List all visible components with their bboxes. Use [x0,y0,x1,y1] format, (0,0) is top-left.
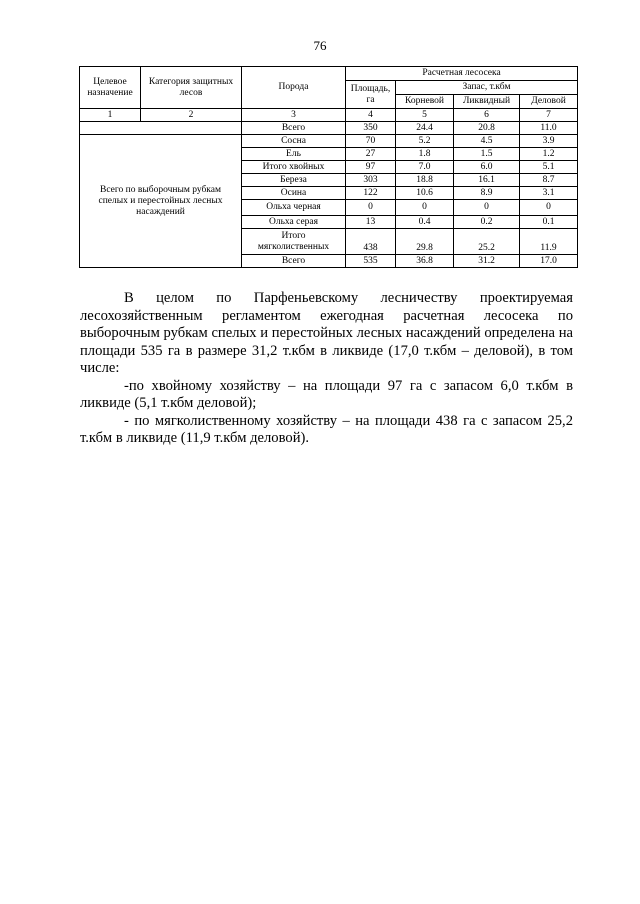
col-number: 1 [80,109,141,122]
header-purpose: Целевое назначение [80,67,141,109]
business-cell: 17.0 [520,255,578,268]
business-cell: 3.9 [520,135,578,148]
area-cell: 350 [346,122,396,135]
root-cell: 1.8 [396,148,454,161]
root-cell: 10.6 [396,187,454,200]
area-cell: 303 [346,174,396,187]
area-cell: 97 [346,161,396,174]
header-root: Корневой [396,95,454,109]
root-cell: 7.0 [396,161,454,174]
root-cell: 24.4 [396,122,454,135]
table-row-total-top [80,122,578,135]
paragraph-softwood: - по мягколиственному хозяйству – на площади 438 га с запасом 25,2 т.кбм в ликвиде (11,9 т.кбм деловой). [80,412,573,446]
species-cell [242,229,346,255]
header-species: Порода [242,67,346,109]
root-cell: 0.4 [396,216,454,229]
root-cell: 5.2 [396,135,454,148]
col-number: 3 [242,109,346,122]
header-business: Деловой [520,95,578,109]
species-cell: Всего [242,122,346,135]
liquid-cell: 0.2 [454,216,520,229]
liquid-cell: 0 [454,200,520,216]
species-cell: Ольха серая [242,216,346,229]
root-cell: 0 [396,200,454,216]
paragraph-coniferous: -по хвойному хозяйству – на площади 97 га с запасом 6,0 т.кбм в ликвиде (5,1 т.кбм деловой); [80,377,573,411]
liquid-cell: 31.2 [454,255,520,268]
species-cell: Береза [242,174,346,187]
business-cell: 11.0 [520,122,578,135]
col-number: 7 [520,109,578,122]
species-cell: Сосна [242,135,346,148]
header-liquid: Ликвидный [454,95,520,109]
root-cell: 36.8 [396,255,454,268]
header-category: Категория защитных лесов [141,67,242,109]
business-cell: 8.7 [520,174,578,187]
business-cell: 1.2 [520,148,578,161]
group-label: Всего по выборочным рубкам спелых и перестойных лесных насаждений [80,135,242,268]
species-cell: Итого хвойных [242,161,346,174]
root-cell: 29.8 [396,229,454,255]
business-cell: 11.9 [520,229,578,255]
liquid-cell: 8.9 [454,187,520,200]
empty-cell [80,122,242,135]
liquid-cell: 20.8 [454,122,520,135]
business-cell: 5.1 [520,161,578,174]
liquid-cell: 16.1 [454,174,520,187]
body-text [80,290,573,448]
area-cell: 0 [346,200,396,216]
header-cutting: Расчетная лесосека [346,67,578,81]
business-cell: 0 [520,200,578,216]
cutting-table [79,66,578,268]
column-numbers-row [80,109,578,122]
col-number: 5 [396,109,454,122]
species-cell: Ольха черная [242,200,346,216]
liquid-cell: 1.5 [454,148,520,161]
area-cell: 535 [346,255,396,268]
table-row [80,135,578,148]
paragraph-summary: В целом по Парфеньевскому лесничеству проектируемая лесохозяйственным регламентом ежегодная расчетная лесосека по выборочным рубкам спелых и перестойных лесных насаждений определена на площади 535 га в размере 31,2 т.кбм в ликвиде (17,0 т.кбм – деловой), в том числе: [80,290,573,376]
col-number: 2 [141,109,242,122]
species-cell: Всего [242,255,346,268]
business-cell: 0.1 [520,216,578,229]
area-cell: 70 [346,135,396,148]
col-number: 4 [346,109,396,122]
species-line: Итого [281,230,306,241]
species-line: мягколиственных [257,241,330,252]
species-cell: Ель [242,148,346,161]
area-cell: 13 [346,216,396,229]
area-cell: 27 [346,148,396,161]
liquid-cell: 25.2 [454,229,520,255]
area-cell: 122 [346,187,396,200]
species-cell: Осина [242,187,346,200]
root-cell: 18.8 [396,174,454,187]
liquid-cell: 4.5 [454,135,520,148]
business-cell: 3.1 [520,187,578,200]
col-number: 6 [454,109,520,122]
page-number: 76 [313,38,327,53]
area-cell: 438 [346,229,396,255]
liquid-cell: 6.0 [454,161,520,174]
header-area: Площадь, га [346,81,396,109]
header-stock: Запас, т.кбм [396,81,578,95]
